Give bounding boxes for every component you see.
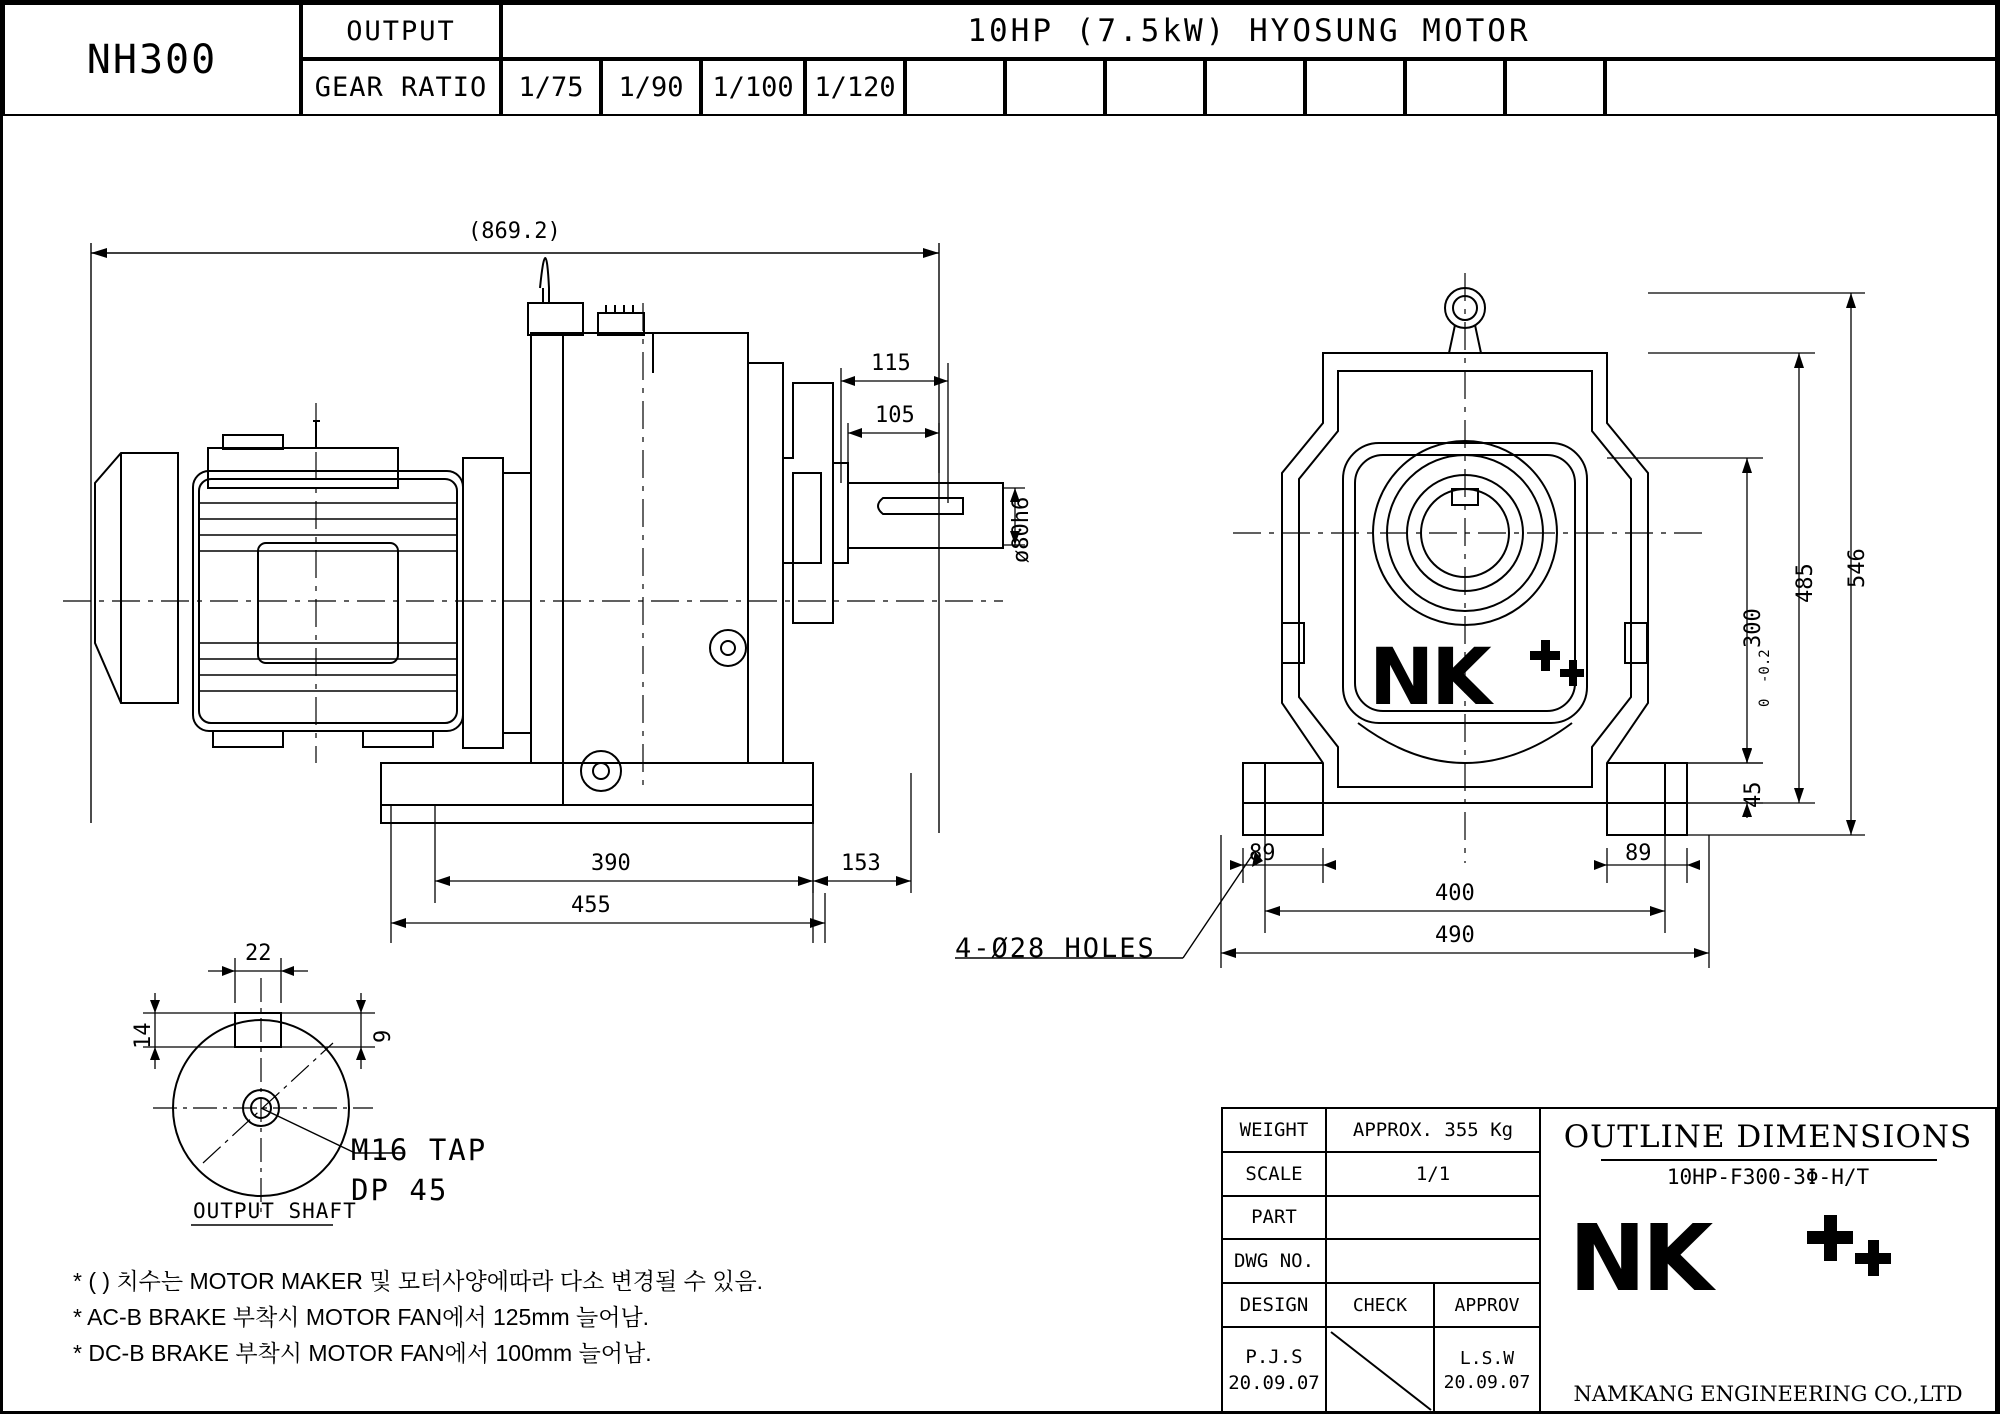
gear-ratio-cell: 1/100 [701, 59, 805, 116]
approv-label: APPROV [1454, 1294, 1520, 1316]
check-label: CHECK [1327, 1284, 1435, 1326]
design-name: P.J.S [1245, 1346, 1303, 1369]
approv-date: 20.09.07 [1443, 1372, 1531, 1393]
row-label: PART [1223, 1197, 1327, 1239]
row-label: DWG NO. [1223, 1240, 1327, 1282]
dim-300-tol-upper: 0 [1757, 698, 1773, 707]
row-label: SCALE [1223, 1153, 1327, 1195]
approv-name: L.S.W [1459, 1347, 1515, 1369]
tap-depth-label: DP 45 [351, 1173, 449, 1207]
dim-300-tol-lower: -0.2 [1757, 649, 1773, 683]
note-line: * ( ) 치수는 MOTOR MAKER 및 모터사양에따라 다소 변경될 수 있음. [73, 1268, 764, 1294]
dim-455-label: 455 [571, 893, 611, 918]
design-label: DESIGN [1223, 1284, 1327, 1326]
dim-shaft-dia-label: ø80h6 [1009, 496, 1034, 563]
dim-22-label: 22 [245, 941, 272, 966]
output-label-cell: OUTPUT [301, 3, 501, 59]
dim-546 [1648, 293, 1865, 835]
dim-105-label: 105 [875, 403, 915, 428]
info-table [1221, 1107, 1541, 1414]
row-value: 1/1 [1415, 1162, 1451, 1185]
dim-546-label: 546 [1845, 548, 1870, 588]
dim-overall-length [91, 243, 939, 833]
row-label: WEIGHT [1223, 1109, 1327, 1151]
dim-overall-length-label: (869.2) [468, 219, 561, 244]
holes-note-label: 4-Ø28 HOLES [955, 933, 1156, 964]
dim-490-label: 490 [1435, 923, 1475, 948]
dimension-subtitle: 10HP-F300-3Φ-H/T [1666, 1165, 1870, 1189]
dim-300-label: 300 [1741, 608, 1766, 648]
dim-485-label: 485 [1793, 563, 1818, 603]
dim-14-label: 14 [131, 1022, 156, 1049]
gear-ratio-label-cell: GEAR RATIO [301, 59, 501, 116]
note-line: * AC-B BRAKE 부착시 MOTOR FAN에서 125mm 늘어남. [73, 1304, 650, 1330]
table-row [1223, 1197, 1539, 1241]
gear-ratio-cell: 1/75 [501, 59, 601, 116]
motor-body [95, 421, 531, 748]
table-row [1223, 1240, 1539, 1284]
dim-485 [1648, 353, 1815, 803]
dim-45-label: 45 [1741, 781, 1766, 808]
dim-400-label: 400 [1435, 881, 1475, 906]
design-signature [1223, 1328, 1327, 1414]
approval-header-row [1223, 1284, 1539, 1328]
gear-ratio-cell: 1/90 [601, 59, 701, 116]
dim-9-label: 9 [371, 1029, 396, 1043]
front-view-logo: NK [1369, 633, 1489, 723]
tap-label: M16 TAP [351, 1133, 488, 1167]
centerline [1233, 273, 1703, 863]
company-name: NAMKANG ENGINEERING CO.,LTD [1573, 1382, 1963, 1406]
title-underline [1601, 1159, 1937, 1161]
design-date: 20.09.07 [1228, 1372, 1320, 1394]
dim-115-label: 115 [871, 351, 911, 376]
table-row [1223, 1109, 1539, 1153]
table-row [1223, 1153, 1539, 1197]
model-cell: NH300 [3, 3, 301, 116]
gearbox-body [381, 258, 1003, 823]
check-signature [1327, 1328, 1435, 1414]
gear-ratio-cell: 1/120 [805, 59, 905, 116]
dim-89-right-label: 89 [1625, 841, 1652, 866]
dim-105 [848, 423, 939, 483]
shaft-detail-caption: OUTPUT SHAFT [193, 1199, 357, 1223]
logo-cross-icon [1805, 1209, 1915, 1289]
row-value: APPROX. 355 Kg [1352, 1118, 1514, 1141]
motor-spec-cell: 10HP (7.5kW) HYOSUNG MOTOR [501, 3, 1997, 59]
dim-89-left-label: 89 [1249, 841, 1276, 866]
title-panel [1541, 1107, 1997, 1414]
approv-signature [1435, 1328, 1539, 1414]
info-block [1221, 1107, 1997, 1414]
approval-signature-row [1223, 1328, 1539, 1414]
dim-390-label: 390 [591, 851, 631, 876]
dimension-title: OUTLINE DIMENSIONS [1563, 1119, 1973, 1155]
row-value [1327, 1240, 1539, 1282]
dim-153-label: 153 [841, 851, 881, 876]
company-logo: NK [1569, 1205, 1710, 1312]
notes-block [73, 1263, 763, 1371]
row-value [1327, 1197, 1539, 1239]
note-line: * DC-B BRAKE 부착시 MOTOR FAN에서 100mm 늘어남. [73, 1340, 652, 1366]
